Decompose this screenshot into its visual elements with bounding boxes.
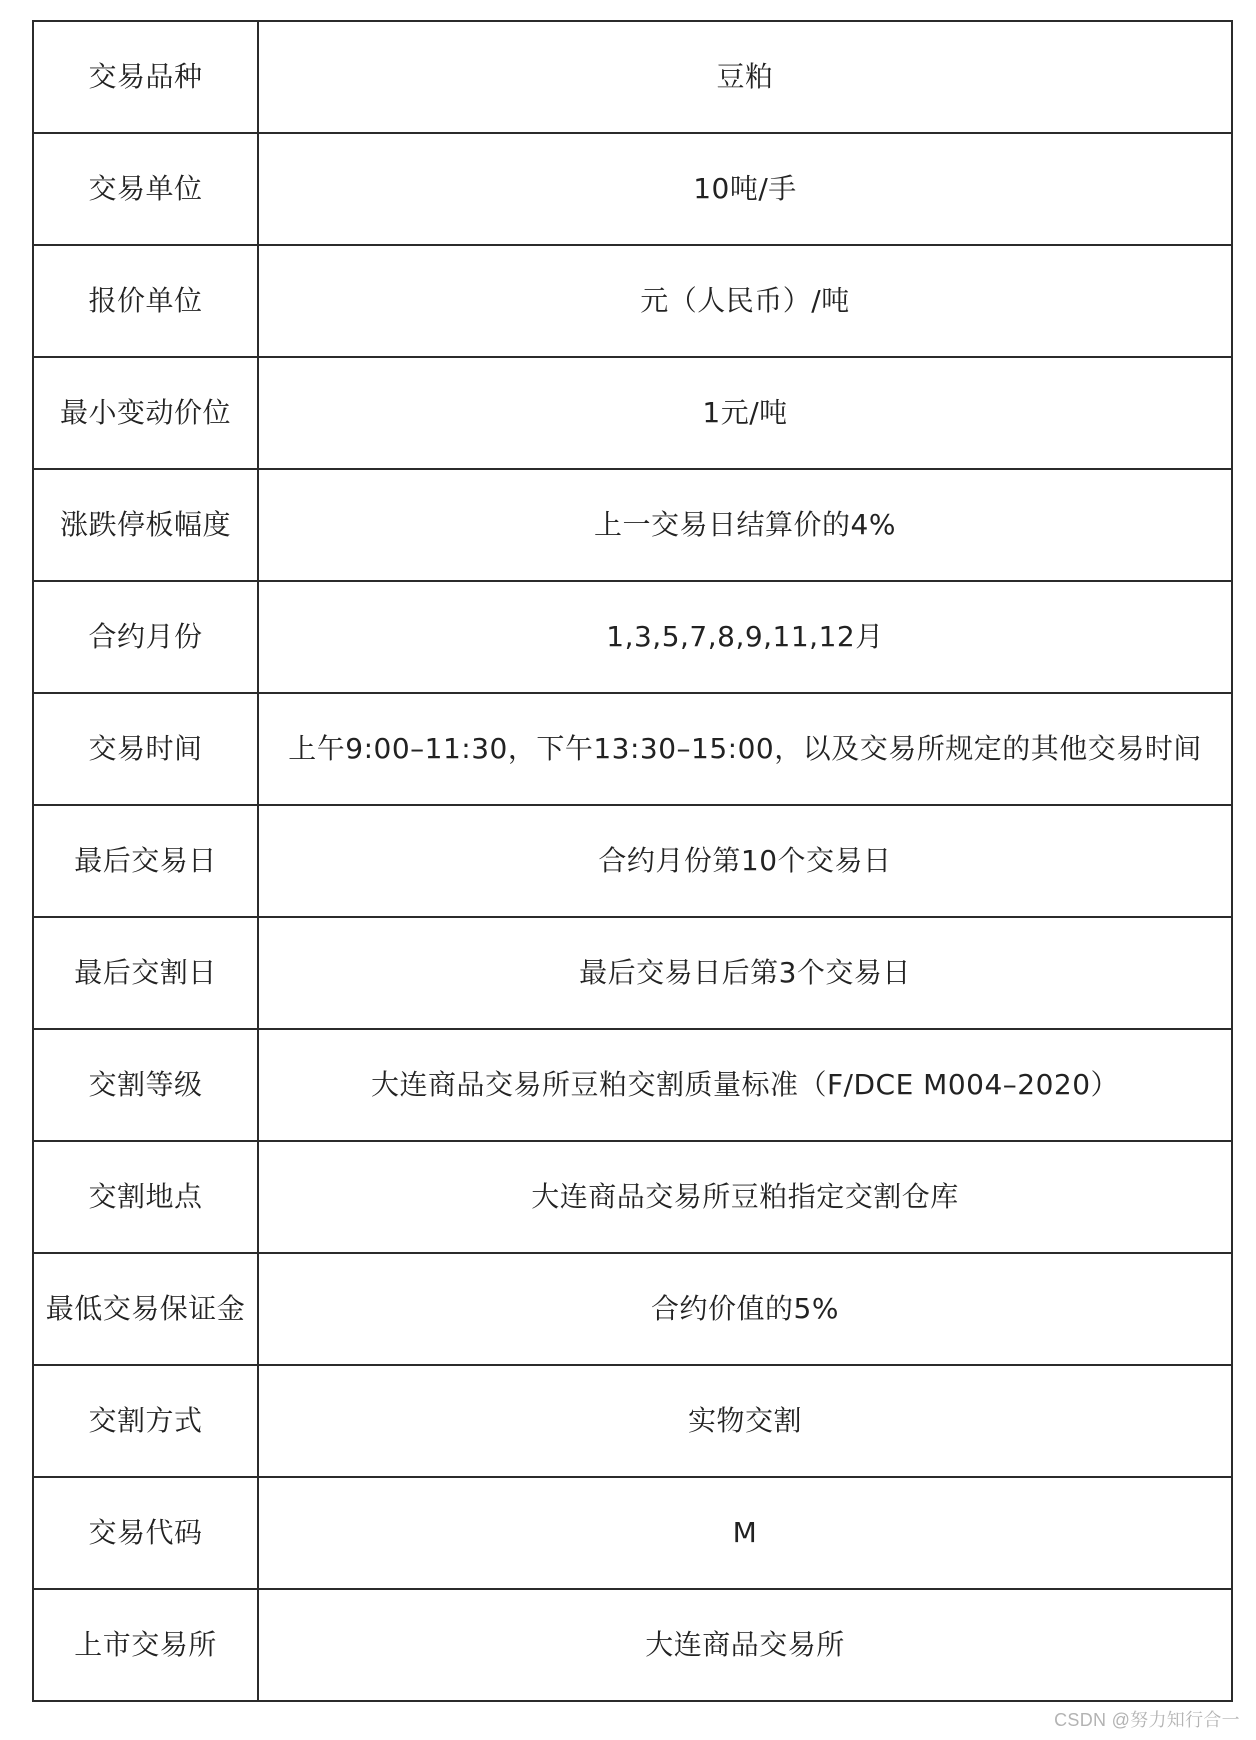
row-label: 交割等级	[33, 1029, 258, 1141]
table-row	[33, 245, 1232, 357]
row-value: 大连商品交易所	[258, 1589, 1232, 1701]
row-value: 合约价值的5%	[258, 1253, 1232, 1365]
table-row	[33, 805, 1232, 917]
row-label: 报价单位	[33, 245, 258, 357]
row-value: 大连商品交易所豆粕交割质量标准（F/DCE M004–2020）	[258, 1029, 1232, 1141]
table-row	[33, 133, 1232, 245]
contract-spec-table	[32, 20, 1233, 1702]
table-row	[33, 581, 1232, 693]
row-label: 最低交易保证金	[33, 1253, 258, 1365]
table-row	[33, 1477, 1232, 1589]
table-row	[33, 1029, 1232, 1141]
row-label: 涨跌停板幅度	[33, 469, 258, 581]
row-value: 元（人民币）/吨	[258, 245, 1232, 357]
row-label: 最后交易日	[33, 805, 258, 917]
row-value: M	[258, 1477, 1232, 1589]
row-label: 最小变动价位	[33, 357, 258, 469]
row-value: 上一交易日结算价的4%	[258, 469, 1232, 581]
row-label: 上市交易所	[33, 1589, 258, 1701]
row-label: 交易代码	[33, 1477, 258, 1589]
row-label: 合约月份	[33, 581, 258, 693]
row-label: 交易单位	[33, 133, 258, 245]
row-label: 交割方式	[33, 1365, 258, 1477]
row-label: 交割地点	[33, 1141, 258, 1253]
watermark: CSDN @努力知行合一	[1054, 1710, 1240, 1730]
row-value: 合约月份第10个交易日	[258, 805, 1232, 917]
row-value: 实物交割	[258, 1365, 1232, 1477]
table-row	[33, 917, 1232, 1029]
table-row	[33, 1253, 1232, 1365]
row-value: 1元/吨	[258, 357, 1232, 469]
row-label: 交易品种	[33, 21, 258, 133]
row-value: 豆粕	[258, 21, 1232, 133]
row-value: 1,3,5,7,8,9,11,12月	[258, 581, 1232, 693]
row-value: 上午9:00–11:30，下午13:30–15:00，以及交易所规定的其他交易时间	[258, 693, 1232, 805]
table-row	[33, 1365, 1232, 1477]
row-value: 大连商品交易所豆粕指定交割仓库	[258, 1141, 1232, 1253]
row-value: 最后交易日后第3个交易日	[258, 917, 1232, 1029]
table-row	[33, 1589, 1232, 1701]
table-row	[33, 693, 1232, 805]
row-label: 最后交割日	[33, 917, 258, 1029]
table-row	[33, 357, 1232, 469]
row-value: 10吨/手	[258, 133, 1232, 245]
table-row	[33, 469, 1232, 581]
table-row	[33, 21, 1232, 133]
table-row	[33, 1141, 1232, 1253]
row-label: 交易时间	[33, 693, 258, 805]
